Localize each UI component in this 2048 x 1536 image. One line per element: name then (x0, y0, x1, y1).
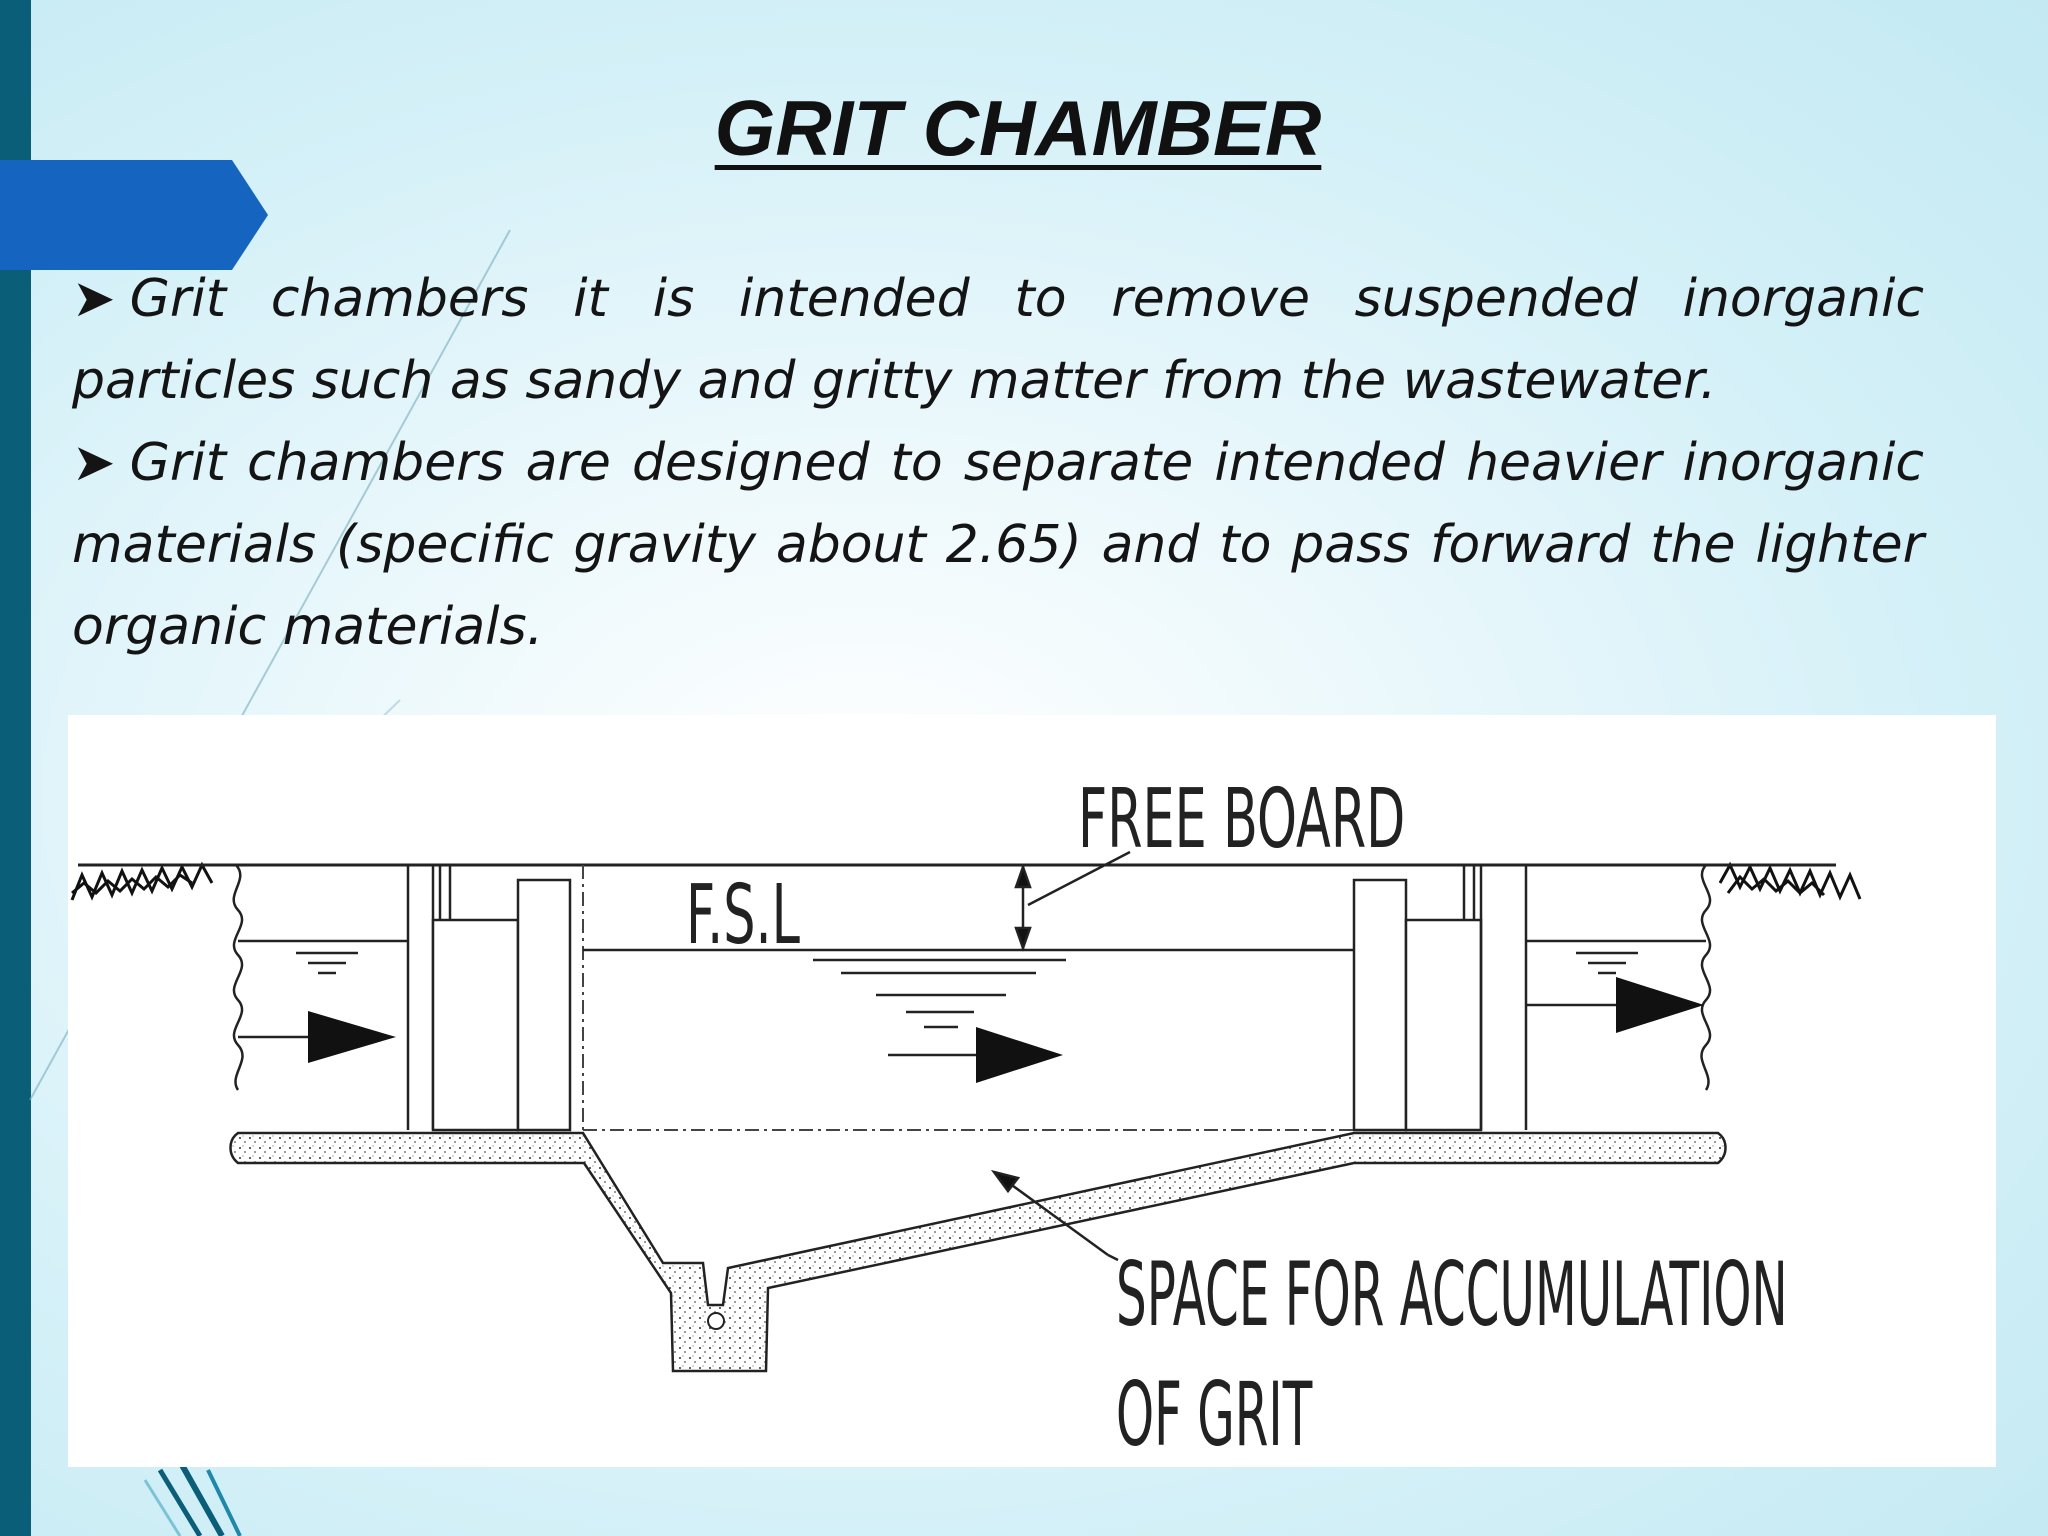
flow-arrow-chamber (888, 1027, 1063, 1083)
bullet-item (72, 422, 1924, 668)
flow-arrow-outlet (1526, 977, 1704, 1033)
outlet-wall (1701, 865, 1710, 1090)
fsl-label: F.S.L (686, 868, 800, 964)
free-board-label: FREE BOARD (1078, 772, 1406, 868)
water-level-symbol (813, 960, 1066, 1027)
bullet-text: Grit chambers it is intended to remove suspended inorganic particles such as sandy and gritty matter from the wastewater. (72, 269, 1924, 411)
diagram-svg (68, 715, 1996, 1467)
inlet-gate (408, 865, 570, 1130)
arrowhead-bullet-icon: ➤ (72, 433, 116, 493)
blue-arrow-tab (0, 160, 268, 270)
grit-chamber-diagram (68, 715, 1996, 1467)
ground-hatch-right (1720, 865, 1860, 899)
outlet-gate (1354, 865, 1526, 1130)
space-label-line2: OF GRIT (1116, 1363, 1313, 1467)
arrowhead-bullet-icon: ➤ (72, 269, 116, 329)
bullet-text: Grit chambers are designed to separate intended heavier inorganic materials (specific gravity about 2.65) and to pass forward the lighter organic materials. (72, 433, 1924, 657)
inlet-wall (234, 865, 243, 1090)
slide-title: GRIT CHAMBER (714, 84, 1322, 172)
bullet-list (72, 258, 1924, 668)
flow-arrow-inlet (238, 1011, 396, 1063)
bullet-item (72, 258, 1924, 422)
space-label-line1: SPACE FOR ACCUMULATION (1116, 1243, 1788, 1347)
ground-hatch-left (72, 865, 212, 900)
